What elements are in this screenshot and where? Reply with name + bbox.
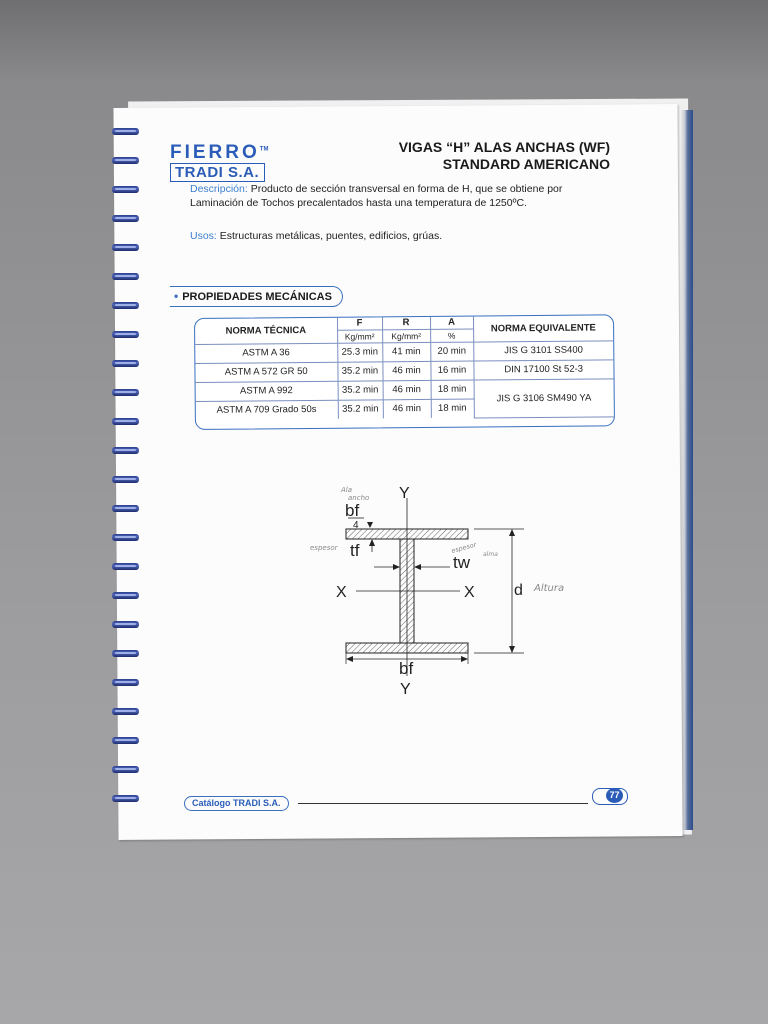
cell-f: 35.2 min	[338, 399, 383, 418]
bf-arrow-left	[346, 656, 353, 662]
cell-r: 41 min	[382, 342, 430, 361]
bf-arrow-right	[461, 656, 468, 662]
spiral-coil	[112, 650, 139, 657]
tf-arrow	[369, 539, 375, 546]
cell-f: 25.3 min	[337, 342, 382, 361]
bf-top-label: bf	[345, 501, 360, 520]
spiral-coil	[112, 534, 139, 541]
cell-a: 20 min	[430, 342, 473, 361]
spiral-coil	[112, 563, 139, 570]
bf4-arrow	[367, 522, 373, 528]
note-espesor-left: espesor	[310, 544, 338, 552]
cell-r: 46 min	[383, 399, 431, 418]
d-label: d	[514, 582, 523, 599]
cell-equiv: DIN 17100 St 52-3	[473, 359, 613, 379]
cell-norma: ASTM A 709 Grado 50s	[196, 400, 338, 420]
bf-over-label: 4	[353, 520, 359, 531]
cell-f: 35.2 min	[337, 361, 382, 380]
catalog-page	[113, 104, 682, 840]
unit-a: %	[430, 329, 473, 342]
note-ancho: ancho	[348, 494, 370, 502]
spiral-coil	[112, 389, 139, 396]
note-alma: alma	[483, 551, 498, 558]
cell-norma: ASTM A 572 GR 50	[195, 362, 337, 382]
spiral-binding	[112, 128, 142, 828]
spiral-coil	[112, 215, 139, 222]
page-number: 77	[606, 788, 623, 803]
brand-trademark: TM	[259, 146, 269, 153]
d-arrow-top	[509, 529, 515, 536]
spiral-coil	[112, 302, 139, 309]
tw-arrow-left	[393, 564, 400, 570]
tf-label: tf	[350, 541, 360, 560]
table-row	[196, 378, 614, 401]
unit-f: Kg/mm²	[337, 329, 382, 342]
tw-label: tw	[453, 553, 470, 572]
spiral-coil	[112, 737, 139, 744]
note-altura: Altura	[534, 583, 565, 594]
description-text: Producto de sección transversal en forma de H, que se obtiene por Laminación de Tochos precalentados hasta una temperatura de 1250ºC.	[190, 183, 563, 209]
page-title-line2: STANDARD AMERICANO	[442, 156, 610, 172]
spiral-coil	[112, 621, 139, 628]
header-r: R	[382, 317, 430, 329]
tw-arrow-right	[414, 564, 421, 570]
cell-r: 46 min	[383, 380, 431, 399]
spiral-coil	[112, 186, 139, 193]
cell-equiv: JIS G 3101 SS400	[473, 340, 613, 360]
d-arrow-bottom	[509, 646, 515, 653]
note-espesor-right: espesor	[450, 540, 478, 555]
cell-f: 35.2 min	[338, 380, 383, 399]
spiral-coil	[112, 505, 139, 512]
cell-r: 46 min	[382, 361, 430, 380]
description-label: Descripción:	[190, 183, 248, 195]
bf-bottom-label: bf	[399, 659, 414, 678]
brand-logo-top: FIERRO™	[170, 142, 269, 163]
usos-label: Usos:	[190, 230, 217, 242]
spiral-coil	[112, 476, 139, 483]
cell-equiv: JIS G 3106 SM490 YA	[474, 378, 614, 417]
brand-logo-box: TRADI S.A.	[170, 163, 265, 182]
y-bottom-label: Y	[400, 681, 411, 698]
spiral-coil	[112, 128, 139, 135]
spiral-coil	[112, 418, 139, 425]
section-heading	[170, 286, 343, 307]
spiral-coil	[112, 766, 139, 773]
spiral-coil	[112, 360, 139, 367]
spiral-coil	[112, 331, 139, 338]
x-right-label: X	[464, 584, 475, 601]
page-title-line1: VIGAS “H” ALAS ANCHAS (WF)	[398, 139, 610, 155]
cell-norma: ASTM A 36	[195, 343, 337, 363]
header-norma-tecnica: NORMA TÉCNICA	[195, 318, 337, 344]
description-paragraph	[190, 183, 615, 210]
spiral-coil	[112, 708, 139, 715]
page-edge	[681, 110, 693, 830]
bullet-icon: •	[174, 289, 179, 303]
header-a: A	[430, 317, 473, 329]
cell-a: 18 min	[431, 399, 474, 418]
spiral-coil	[112, 157, 139, 164]
header-norma-equivalente: NORMA EQUIVALENTE	[473, 315, 613, 341]
unit-r: Kg/mm²	[382, 329, 430, 342]
footer-catalog-label: Catálogo TRADI S.A.	[184, 796, 289, 811]
cell-a: 18 min	[431, 380, 474, 399]
usos-paragraph	[190, 230, 615, 242]
properties-table	[194, 314, 615, 430]
y-top-label: Y	[399, 485, 410, 502]
note-ala: Ala	[341, 486, 353, 494]
cell-norma: ASTM A 992	[196, 381, 338, 401]
cell-a: 16 min	[430, 361, 473, 380]
spiral-coil	[112, 244, 139, 251]
footer-rule	[298, 803, 588, 804]
spiral-coil	[112, 679, 139, 686]
spiral-coil	[112, 592, 139, 599]
usos-text: Estructuras metálicas, puentes, edificios, grúas.	[219, 230, 443, 242]
spiral-coil	[112, 273, 139, 280]
spiral-coil	[112, 795, 139, 802]
x-left-label: X	[336, 584, 347, 601]
section-title: PROPIEDADES MECÁNICAS	[182, 291, 332, 303]
header-f: F	[337, 317, 382, 329]
h-beam-diagram	[296, 476, 616, 706]
spiral-coil	[112, 447, 139, 454]
